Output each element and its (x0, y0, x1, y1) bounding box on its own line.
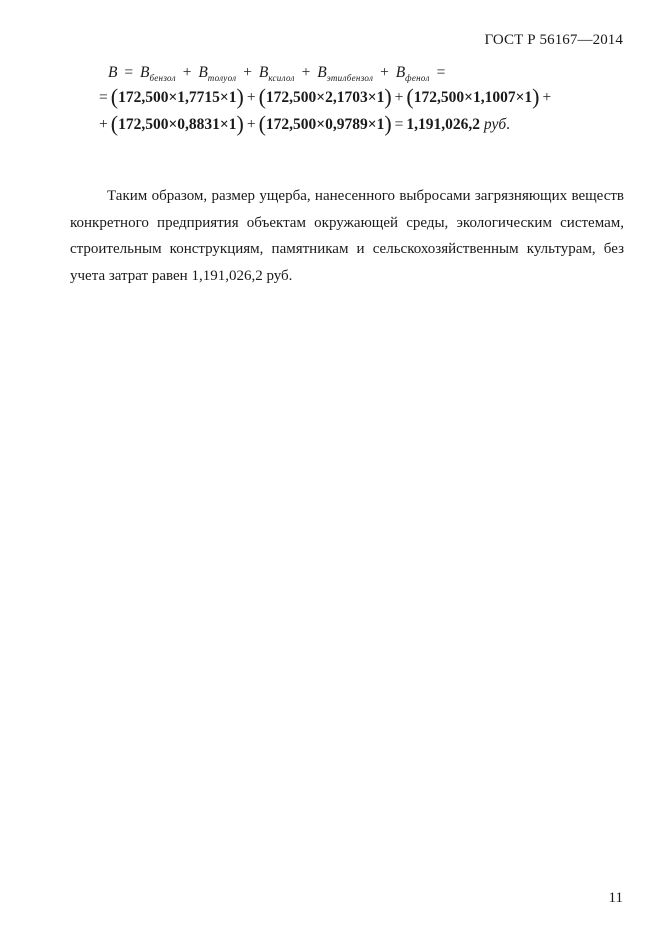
term-symbol: B (395, 64, 406, 81)
formula-equals: = (394, 116, 404, 133)
conclusion-paragraph: Таким образом, размер ущерба, нанесенного выбросами загрязняющих веществ конкретного предприятия объектам окружающей среды, экологическим системам, строительным конструкциям, памятникам и сельскохозяйственным культурам, без учета затрат равен 1,191,026,2 руб. (70, 188, 624, 284)
damage-formula (99, 62, 638, 138)
open-paren: ( (258, 84, 266, 109)
formula-equals: = (124, 64, 134, 81)
formula-plus: + (394, 89, 404, 106)
formula-plus: + (246, 116, 256, 133)
formula-plus: + (246, 89, 256, 106)
formula-plus: + (380, 64, 389, 81)
close-paren: ) (384, 84, 392, 109)
term-subscript: бензол (149, 73, 176, 83)
close-paren: ) (532, 84, 540, 109)
open-paren: ( (406, 84, 414, 109)
term-symbol: B (198, 64, 208, 81)
close-paren: ) (384, 111, 392, 136)
term-subscript: толуол (207, 73, 237, 83)
formula-plus: + (301, 64, 311, 81)
document-code-header: ГОСТ Р 56167—2014 (484, 32, 623, 48)
formula-plus: + (243, 64, 252, 81)
term-symbol: B (258, 64, 269, 81)
formula-plus: + (182, 64, 192, 81)
formula-lhs: B (108, 64, 118, 81)
formula-group: 172,500×2,1703×1 (265, 89, 385, 106)
open-paren: ( (110, 111, 119, 136)
close-paren: ) (236, 84, 244, 109)
close-paren: ) (236, 111, 244, 136)
formula-group: 172,500×0,8831×1 (118, 116, 237, 133)
formula-plus: + (99, 116, 108, 133)
term-subscript: ксилол (268, 73, 295, 83)
formula-line-2 (96, 84, 638, 111)
formula-line-3 (96, 111, 638, 138)
open-paren: ( (110, 84, 119, 109)
formula-equals: = (99, 89, 108, 106)
formula-group: 172,500×0,9789×1 (265, 116, 385, 133)
formula-unit: руб (483, 116, 507, 133)
page-number: 11 (608, 890, 623, 906)
term-subscript: этилбензол (326, 73, 374, 83)
term-symbol: B (139, 64, 150, 81)
formula-result: 1,191,026,2 (406, 116, 481, 133)
formula-plus: + (542, 89, 552, 106)
formula-line-1 (108, 62, 638, 84)
term-subscript: фенол (405, 73, 430, 83)
formula-group: 172,500×1,7715×1 (118, 89, 237, 106)
term-symbol: B (317, 64, 327, 81)
open-paren: ( (258, 111, 266, 136)
formula-group: 172,500×1,1007×1 (413, 89, 533, 106)
formula-end: . (506, 116, 511, 133)
formula-equals: = (436, 64, 446, 81)
